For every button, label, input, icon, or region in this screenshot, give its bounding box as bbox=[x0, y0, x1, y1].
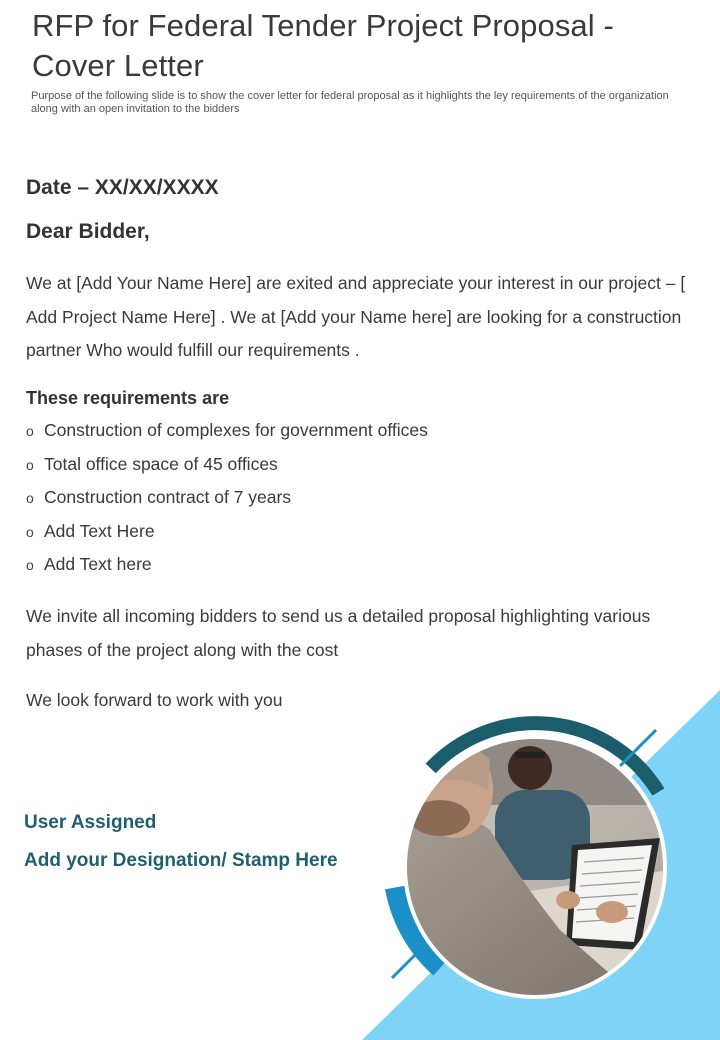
letter-salutation: Dear Bidder, bbox=[26, 220, 150, 243]
requirement-text: Construction contract of 7 years bbox=[44, 487, 292, 508]
requirement-text: Construction of complexes for government offices bbox=[44, 420, 428, 440]
bullet-marker: o bbox=[26, 557, 34, 574]
requirement-text: Total office space of 45 offices bbox=[44, 453, 278, 474]
letter-intro-paragraph: We at [Add Your Name Here] are exited and appreciate your interest in our project – [ Add Project Name Here] . We at [Add your Name here] are looking for a construction partner Who would fulfill our requirements . bbox=[26, 273, 686, 360]
signer-designation: Add your Designation/ Stamp Here bbox=[24, 850, 338, 871]
bullet-marker: o bbox=[26, 423, 34, 439]
bullet-marker: o bbox=[26, 456, 34, 473]
requirement-text: Add Text here bbox=[44, 554, 152, 575]
bullet-marker: o bbox=[26, 523, 34, 540]
bullet-marker: o bbox=[26, 490, 34, 507]
signer-name: User Assigned bbox=[24, 812, 157, 833]
page-subtitle: Purpose of the following slide is to show the cover letter for federal proposal as it highlights the ley requirements of the organization along with an open invitation to the bidders bbox=[31, 90, 669, 115]
letter-closing: We look forward to work with you bbox=[26, 690, 283, 710]
requirement-text: Add Text Here bbox=[44, 520, 155, 541]
page-title: RFP for Federal Tender Project Proposal - Cover Letter bbox=[32, 8, 614, 83]
requirements-heading: These requirements are bbox=[26, 388, 230, 408]
letter-date: Date – XX/XX/XXXX bbox=[26, 176, 219, 199]
letter-invitation-paragraph: We invite all incoming bidders to send us a detailed proposal highlighting various phases of the project along with the cost bbox=[26, 606, 651, 660]
accent-line-bottom bbox=[392, 950, 420, 978]
